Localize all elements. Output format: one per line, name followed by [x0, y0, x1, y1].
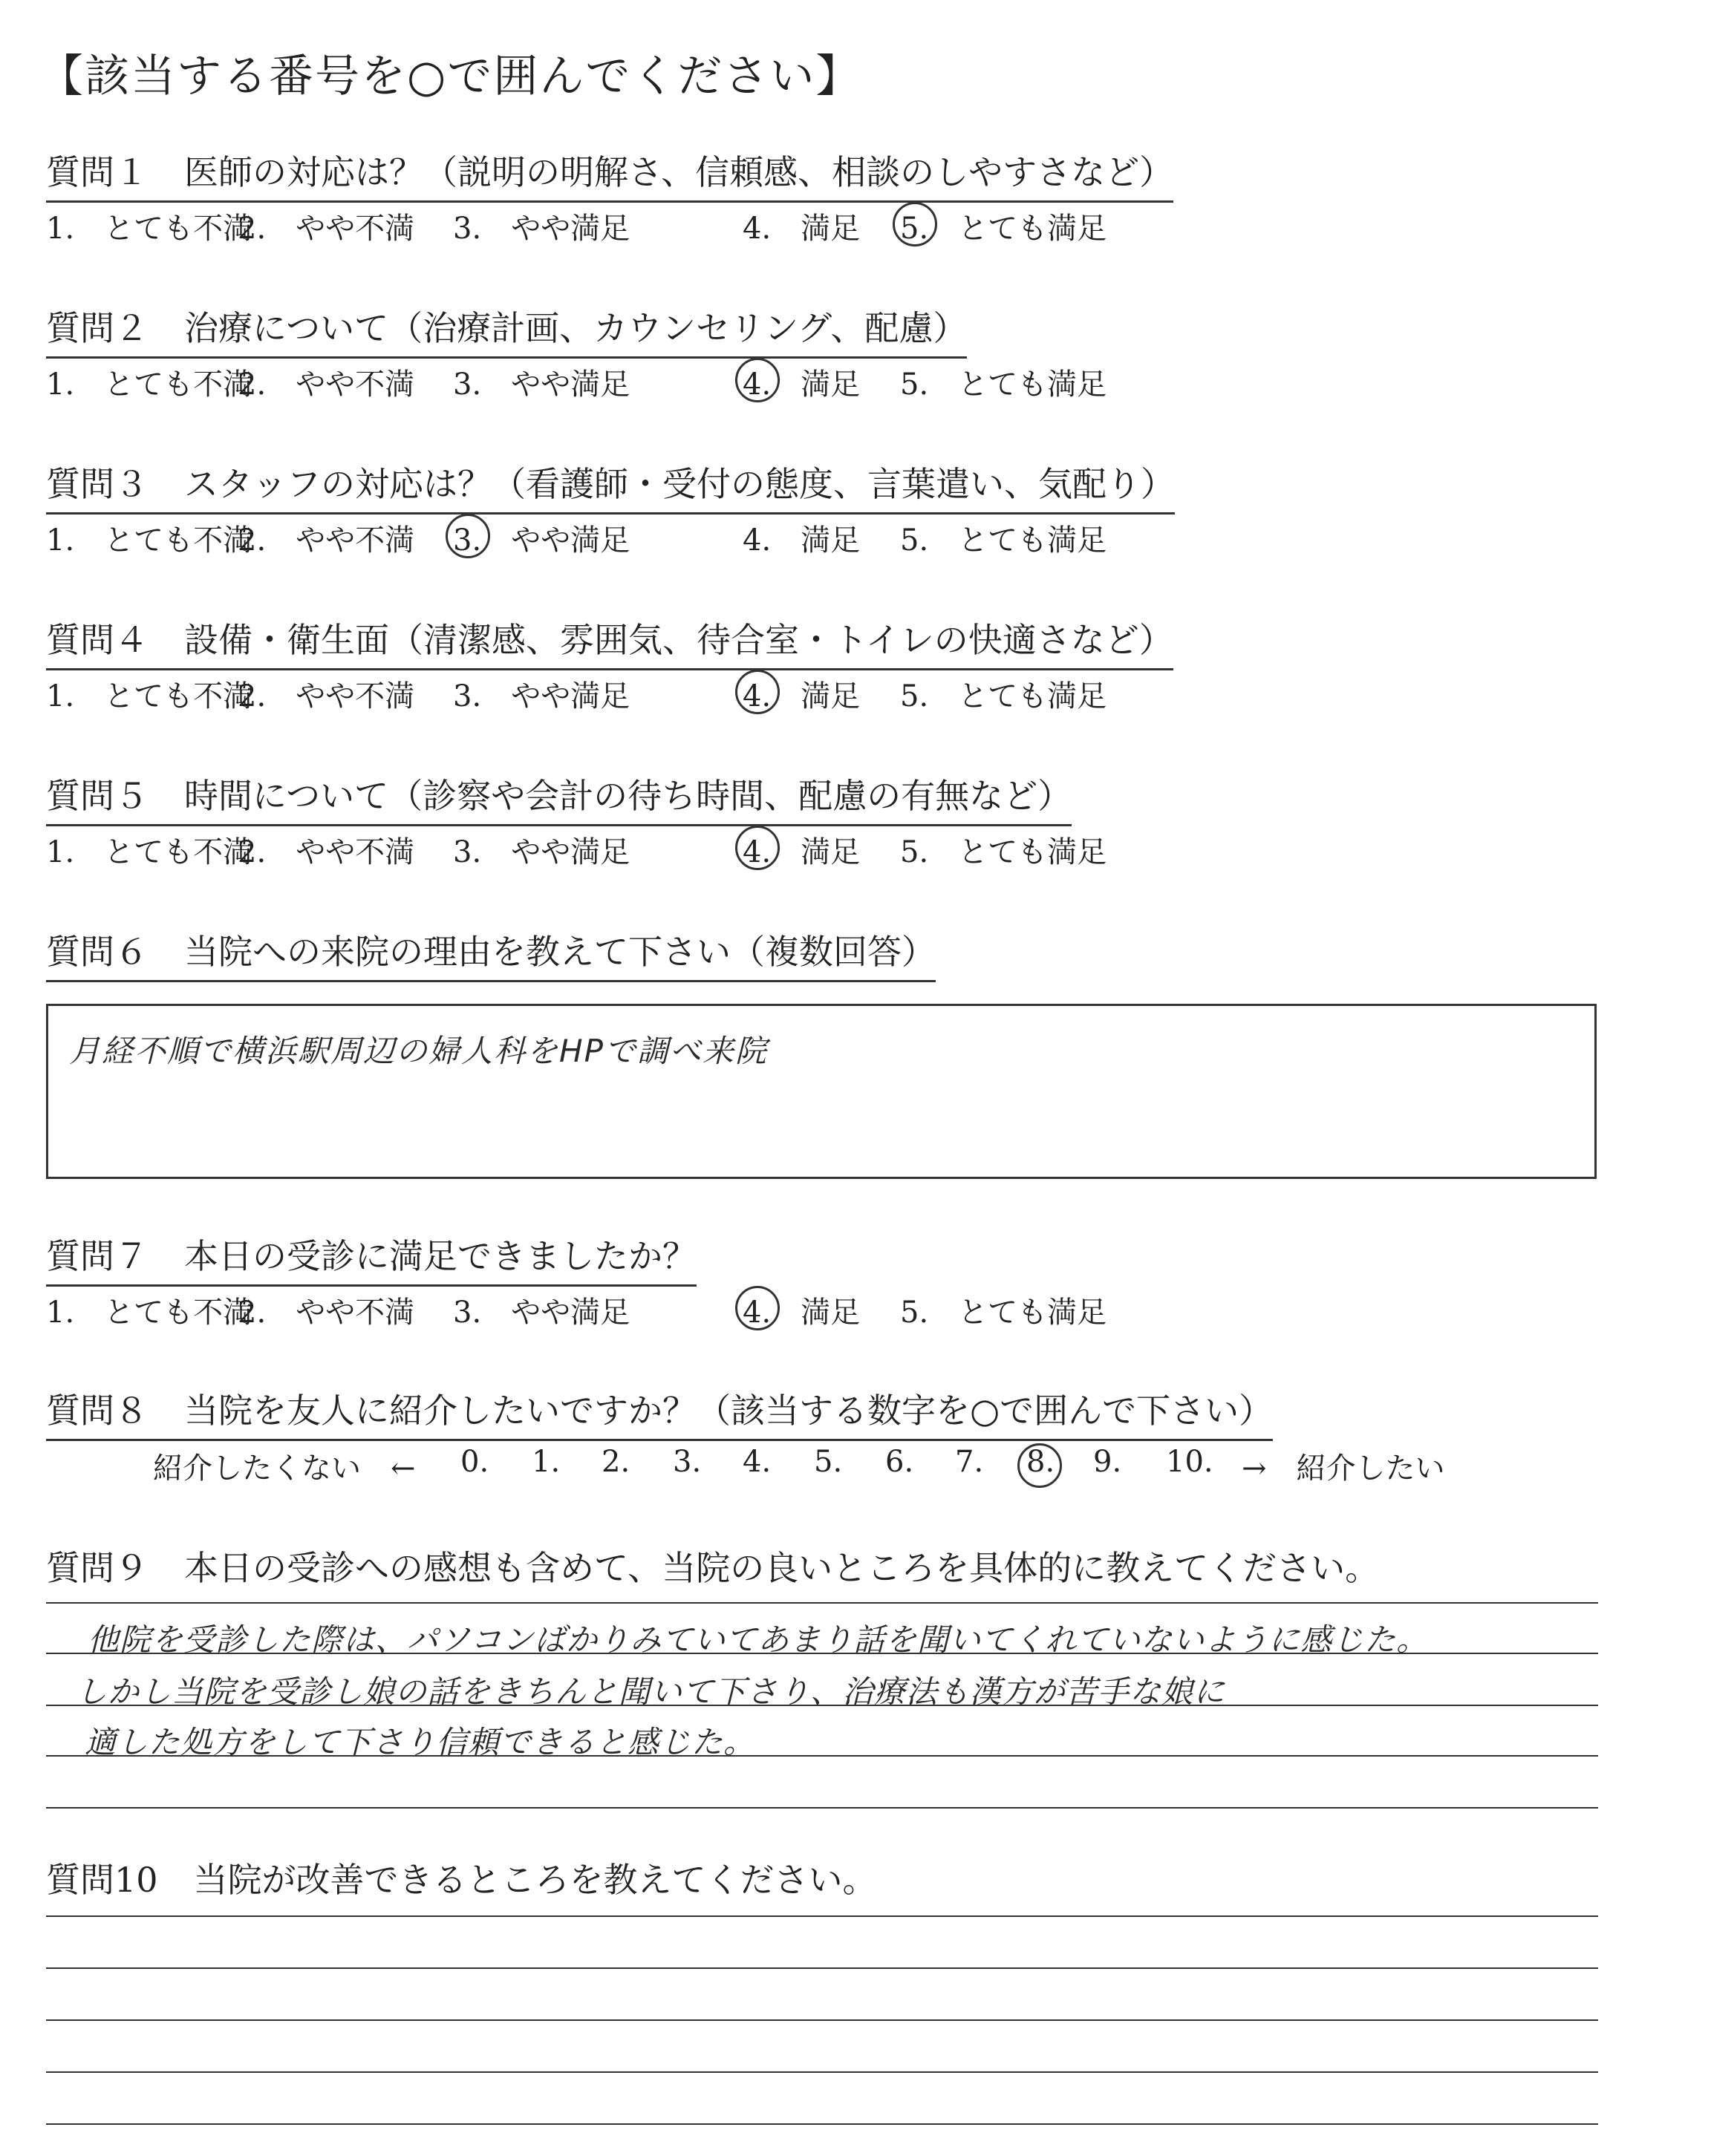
q5-option-3[interactable]: 3. やや満足	[453, 835, 630, 869]
q9-answer-line-2: しかし当院を受診し娘の話をきちんと聞いて下さり、治療法も漢方が苦手な娘に	[76, 1673, 1226, 1710]
q4-option-2[interactable]: 2. やや不満	[238, 679, 415, 713]
q10-text: 当院が改善できるところを教えてください。	[193, 1860, 877, 1900]
q8-selected-circle	[1017, 1443, 1062, 1488]
q4-option-1[interactable]: 1. とても不満	[46, 679, 253, 713]
q2-option-5[interactable]: 5. とても満足	[900, 368, 1107, 402]
q3-text: スタッフの対応は？（看護師・受付の態度、言葉遣い、気配り）	[184, 464, 1175, 504]
q3-option-3[interactable]: 3. やや満足	[453, 523, 630, 558]
q4-selected-circle	[735, 670, 780, 714]
q8-left-label: 紹介したくない ←	[153, 1451, 416, 1486]
q2-option-4[interactable]: 4. 満足	[743, 368, 861, 402]
q3-selected-circle	[446, 514, 490, 558]
recommend-scale	[0, 1445, 1711, 1489]
q4-text: 設備・衛生面（清潔感、雰囲気、待合室・トイレの快適さなど）	[184, 620, 1173, 660]
ruled-line	[46, 1653, 1598, 1654]
q10-title	[46, 1853, 877, 1908]
q4-option-5[interactable]: 5. とても満足	[900, 679, 1107, 713]
q9-answer-line-1: 他院を受診した際は、パソコンばかりみていてあまり話を聞いてくれていないように感じた。	[88, 1621, 1429, 1658]
ruled-line	[46, 1915, 1598, 1917]
q2-option-3[interactable]: 3. やや満足	[453, 368, 630, 402]
q8-text: 当院を友人に紹介したいですか？（該当する数字を○で囲んで下さい）	[184, 1391, 1274, 1431]
q7-option-3[interactable]: 3. やや満足	[453, 1296, 630, 1330]
ruled-line	[46, 2123, 1598, 2125]
q7-selected-circle	[735, 1286, 780, 1330]
q8-option-6[interactable]: 6.	[885, 1445, 914, 1479]
q4-option-4[interactable]: 4. 満足	[743, 679, 861, 713]
q4-option-3[interactable]: 3. やや満足	[453, 679, 630, 713]
ruled-line	[46, 1755, 1598, 1757]
q1-option-5[interactable]: 5. とても満足	[900, 212, 1107, 246]
q8-option-0[interactable]: 0.	[460, 1445, 489, 1479]
q1-number: 質問１	[46, 152, 149, 192]
q5-selected-circle	[735, 826, 780, 870]
q2-option-1[interactable]: 1. とても不満	[46, 368, 253, 402]
q2-option-2[interactable]: 2. やや不満	[238, 368, 415, 402]
ruled-line	[46, 1967, 1598, 1969]
ruled-line	[46, 1807, 1598, 1809]
q3-option-2[interactable]: 2. やや不満	[238, 523, 415, 558]
q3-number: 質問３	[46, 464, 149, 504]
q5-number: 質問５	[46, 776, 149, 816]
q8-option-4[interactable]: 4.	[743, 1445, 772, 1479]
q2-text: 治療について（治療計画、カウンセリング、配慮）	[184, 308, 968, 348]
q5-option-4[interactable]: 4. 満足	[743, 835, 861, 869]
q8-option-1[interactable]: 1.	[532, 1445, 561, 1479]
q7-option-1[interactable]: 1. とても不満	[46, 1296, 253, 1330]
q4-number: 質問４	[46, 620, 149, 660]
q3-option-4[interactable]: 4. 満足	[743, 523, 861, 558]
q7-option-5[interactable]: 5. とても満足	[900, 1296, 1107, 1330]
q8-option-9[interactable]: 9.	[1093, 1445, 1122, 1479]
q7-option-2[interactable]: 2. やや不満	[238, 1296, 415, 1330]
ruled-line	[46, 1705, 1598, 1706]
q1-selected-circle	[893, 202, 937, 246]
q6-answer: 月経不順で横浜駅周辺の婦人科をHPで調べ来院	[69, 1033, 768, 1069]
q8-right-label: → 紹介したい	[1242, 1451, 1445, 1486]
q8-option-5[interactable]: 5.	[814, 1445, 843, 1479]
q5-option-1[interactable]: 1. とても不満	[46, 835, 253, 869]
ruled-line	[46, 2071, 1598, 2073]
q1-option-2[interactable]: 2. やや不満	[238, 212, 415, 246]
q9-answer-line-3: 適した処方をして下さり信頼できると感じた。	[85, 1724, 756, 1760]
ruled-line	[46, 2019, 1598, 2021]
q7-text: 本日の受診に満足できましたか？	[184, 1236, 697, 1276]
q6-number: 質問６	[46, 932, 149, 972]
q5-title	[46, 769, 1072, 826]
q9-title	[46, 1541, 1379, 1596]
instruction-header: 【該当する番号を○で囲んでください】	[39, 50, 862, 102]
q8-title	[46, 1384, 1273, 1441]
q6-text: 当院への来院の理由を教えて下さい（複数回答）	[184, 932, 936, 972]
q7-option-4[interactable]: 4. 満足	[743, 1296, 861, 1330]
q5-option-5[interactable]: 5. とても満足	[900, 835, 1107, 869]
q1-text: 医師の対応は？（説明の明解さ、信頼感、相談のしやすさなど）	[184, 152, 1174, 192]
q1-option-4[interactable]: 4. 満足	[743, 212, 861, 246]
q8-option-8[interactable]: 8.	[1026, 1445, 1055, 1479]
q8-number: 質問８	[46, 1391, 149, 1431]
q8-option-10[interactable]: 10.	[1166, 1445, 1213, 1479]
q3-title	[46, 457, 1175, 514]
q3-option-5[interactable]: 5. とても満足	[900, 523, 1107, 558]
q1-option-3[interactable]: 3. やや満足	[453, 212, 630, 246]
q8-option-2[interactable]: 2.	[602, 1445, 630, 1479]
q2-selected-circle	[735, 358, 780, 402]
q1-title	[46, 146, 1173, 203]
q6-title	[46, 925, 936, 982]
q5-option-2[interactable]: 2. やや不満	[238, 835, 415, 869]
q2-title	[46, 301, 967, 359]
q7-number: 質問７	[46, 1236, 149, 1276]
q3-option-1[interactable]: 1. とても不満	[46, 523, 253, 558]
q6-answer-box[interactable]	[46, 1004, 1597, 1179]
q10-number: 質問10	[46, 1860, 158, 1900]
q9-text: 本日の受診への感想も含めて、当院の良いところを具体的に教えてください。	[184, 1548, 1380, 1588]
q1-option-1[interactable]: 1. とても不満	[46, 212, 253, 246]
q2-number: 質問２	[46, 308, 149, 348]
q4-title	[46, 613, 1173, 670]
ruled-line	[46, 1602, 1598, 1604]
q7-title	[46, 1229, 697, 1287]
q8-option-3[interactable]: 3.	[673, 1445, 702, 1479]
q8-option-7[interactable]: 7.	[955, 1445, 984, 1479]
q5-text: 時間について（診察や会計の待ち時間、配慮の有無など）	[184, 776, 1072, 816]
q9-number: 質問９	[46, 1548, 149, 1588]
